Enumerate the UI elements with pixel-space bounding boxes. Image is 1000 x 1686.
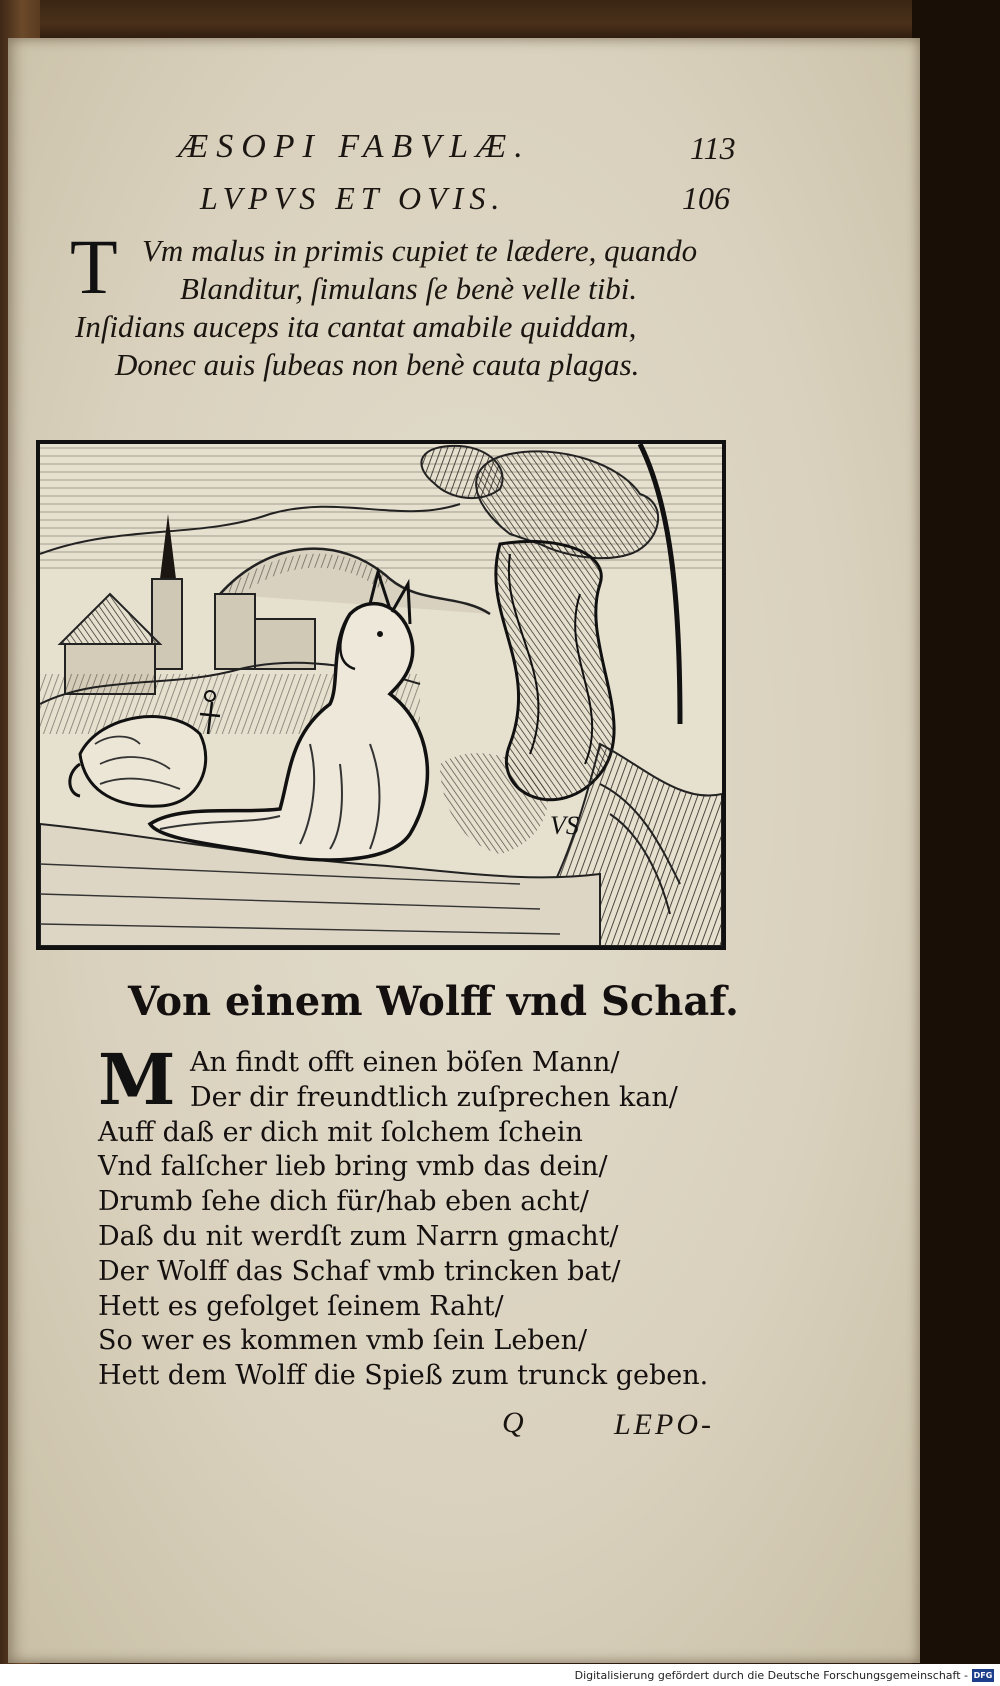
german-line: Hett dem Wolff die Spieß zum trunck geben. [98, 1360, 709, 1392]
signature-mark: Q [502, 1406, 524, 1439]
digitization-footer [0, 1664, 1000, 1686]
latin-line: Inſidians auceps ita cantat amabile quiddam, [75, 309, 637, 344]
woodcut-monogram: VS [550, 811, 579, 840]
german-verse [98, 1038, 738, 1394]
german-line: Auff daß er dich mit ſolchem ſchein [98, 1116, 583, 1148]
german-line: Der dir freundtlich zuſprechen kan/ [190, 1081, 678, 1113]
page-number-manuscript: 106 [682, 180, 730, 216]
latin-line: Donec auis ſubeas non benè cauta plagas. [115, 347, 640, 382]
page-number-printed: 113 [690, 130, 736, 166]
german-line: An findt offt einen böſen Mann/ [190, 1047, 620, 1078]
german-title: Von einem Wolff vnd Schaf. [128, 978, 739, 1025]
digitization-note: Digitalisierung gefördert durch die Deutsche Forschungsgemeinschaft - [574, 1669, 968, 1682]
latin-drop-initial: T [70, 223, 118, 310]
dfg-logo-icon: DFG [973, 1671, 993, 1680]
latin-line: Blanditur, ſimulans ſe benè velle tibi. [180, 271, 638, 306]
fable-title: LVPVS ET OVIS. [200, 180, 506, 216]
german-line: Der Wolff das Schaf vmb trincken bat/ [98, 1255, 621, 1287]
german-line: So wer es kommen vmb ſein Leben/ [98, 1325, 588, 1357]
german-line: Hett es gefolget ſeinem Raht/ [98, 1290, 504, 1322]
latin-line: Vm malus in primis cupiet te lædere, quando [142, 233, 698, 268]
scan-background-right [912, 0, 1000, 1686]
book-binding-top [0, 0, 1000, 40]
german-drop-initial: M [98, 1038, 176, 1121]
woodcut-wolf-and-sheep [40, 444, 722, 946]
german-line: Vnd falſcher lieb bring vmb das dein/ [98, 1151, 608, 1183]
running-title: ÆSOPI FABVLÆ. [178, 128, 531, 165]
catchword: LEPO- [614, 1408, 714, 1441]
german-line: Daß du nit werdſt zum Narrn gmacht/ [98, 1220, 619, 1252]
woodcut-illustration [36, 440, 726, 950]
latin-verse [70, 223, 750, 384]
german-line: Drumb ſehe dich für/hab eben acht/ [98, 1186, 589, 1218]
